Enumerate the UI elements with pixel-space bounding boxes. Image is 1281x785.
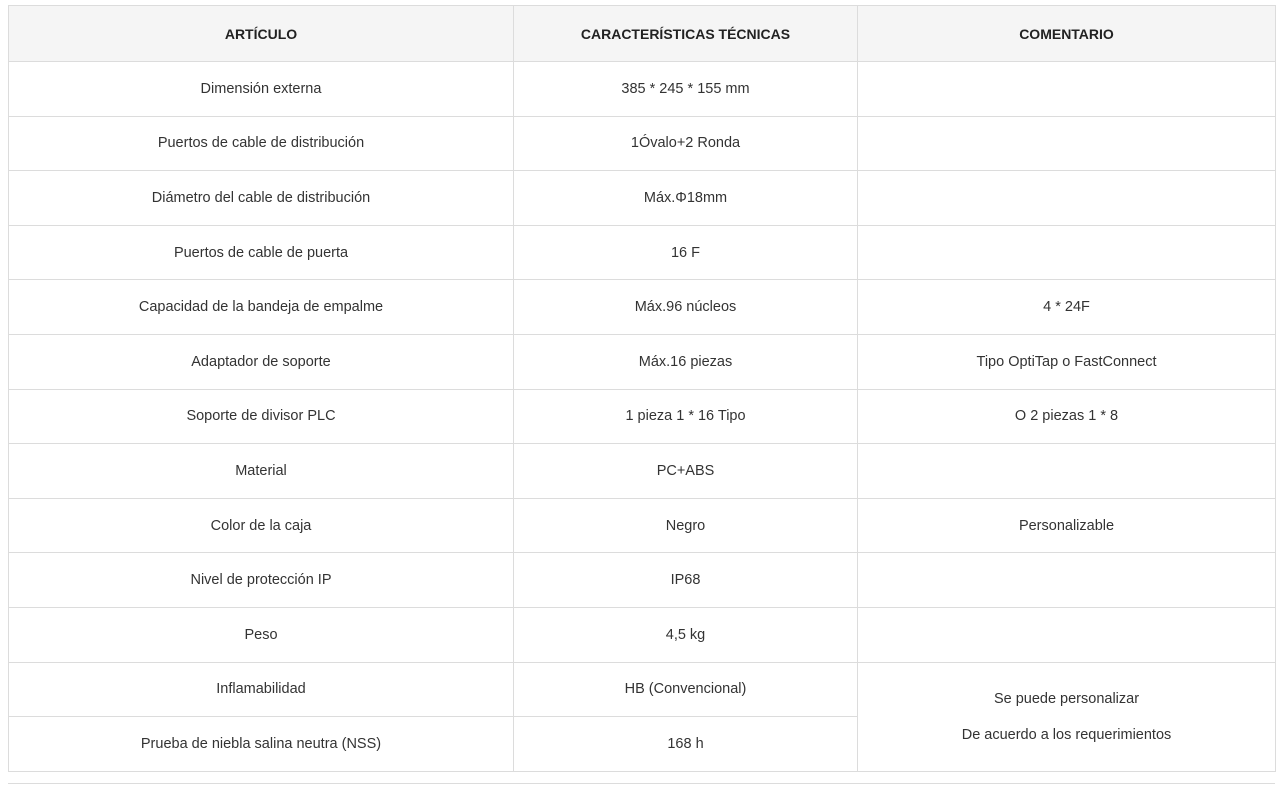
comment-cell: Tipo OptiTap o FastConnect [858,334,1276,389]
item-cell: Dimensión externa [9,62,514,117]
spec-cell: Máx.Φ18mm [514,171,858,226]
item-cell: Inflamabilidad [9,662,514,717]
spec-cell: 1 pieza 1 * 16 Tipo [514,389,858,444]
item-cell: Prueba de niebla salina neutra (NSS) [9,717,514,772]
table-row [9,225,1276,280]
table-row [9,116,1276,171]
item-cell: Nivel de protección IP [9,553,514,608]
item-cell: Puertos de cable de puerta [9,225,514,280]
item-cell: Diámetro del cable de distribución [9,171,514,226]
item-cell: Material [9,444,514,499]
header-item: ARTÍCULO [9,6,514,62]
merged-comment-line2: De acuerdo a los requerimientos [961,726,1172,743]
comment-cell: 4 * 24F [858,280,1276,335]
item-cell: Capacidad de la bandeja de empalme [9,280,514,335]
spec-cell: Negro [514,498,858,553]
spec-table-container [8,5,1275,784]
spec-cell: 16 F [514,225,858,280]
merged-comment-line1: Se puede personalizar [993,690,1140,707]
comment-cell: O 2 piezas 1 * 8 [858,389,1276,444]
table-row [9,389,1276,444]
table-row [9,444,1276,499]
spec-table [8,5,1276,772]
header-comment: COMENTARIO [858,6,1276,62]
comment-cell [858,62,1276,117]
item-cell: Peso [9,607,514,662]
comment-cell [858,225,1276,280]
table-header-row [9,6,1276,62]
table-row [9,334,1276,389]
merged-comment-cell [858,662,1276,771]
spec-cell: 385 * 245 * 155 mm [514,62,858,117]
table-row [9,607,1276,662]
item-cell: Adaptador de soporte [9,334,514,389]
comment-cell [858,553,1276,608]
comment-cell [858,607,1276,662]
comment-cell [858,171,1276,226]
item-cell: Puertos de cable de distribución [9,116,514,171]
comment-cell: Personalizable [858,498,1276,553]
table-row [9,62,1276,117]
table-row [9,498,1276,553]
item-cell: Color de la caja [9,498,514,553]
table-row [9,662,1276,717]
spec-cell: Máx.96 núcleos [514,280,858,335]
spec-cell: PC+ABS [514,444,858,499]
spec-cell: IP68 [514,553,858,608]
table-row [9,171,1276,226]
comment-cell [858,444,1276,499]
spec-cell: 168 h [514,717,858,772]
table-row [9,553,1276,608]
header-spec: CARACTERÍSTICAS TÉCNICAS [514,6,858,62]
item-cell: Soporte de divisor PLC [9,389,514,444]
spec-cell: HB (Convencional) [514,662,858,717]
spec-cell: 1Óvalo+2 Ronda [514,116,858,171]
spec-cell: 4,5 kg [514,607,858,662]
table-row [9,280,1276,335]
comment-cell [858,116,1276,171]
spec-cell: Máx.16 piezas [514,334,858,389]
